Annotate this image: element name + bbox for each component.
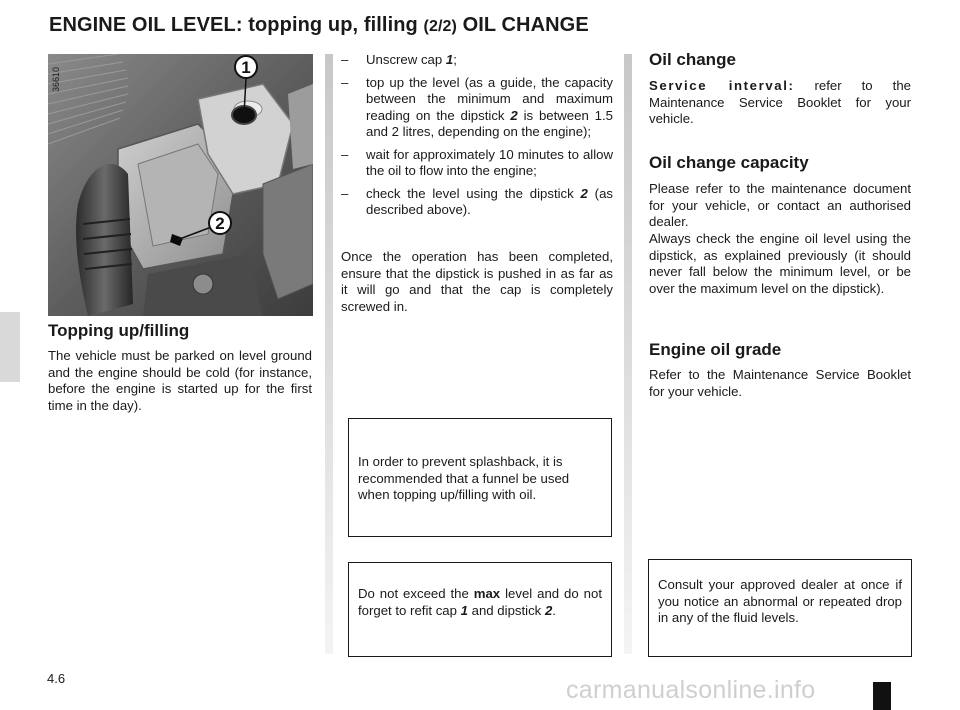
oil-grade-heading: Engine oil grade <box>649 340 782 359</box>
oil-capacity-text-2: Always check the engine oil level using the dipstick, as explained previously (it should never fall below the minimum level, or be over the maximum level on the dipstick). <box>649 231 911 296</box>
engine-bay-photo <box>48 54 313 316</box>
funnel-note-text: In order to prevent splashback, it is recommended that a funnel be used when topping up/filling with oil. <box>358 454 570 502</box>
oil-capacity-text-1: Please refer to the maintenance document for your vehicle, or contact an authorised dealer. <box>649 181 911 229</box>
section-tab <box>0 312 20 382</box>
page-corner-mark <box>873 682 891 710</box>
page-title: ENGINE OIL LEVEL: topping up, filling (2/2) OIL CHANGE <box>49 14 589 36</box>
callout-1: 1 <box>241 58 251 77</box>
topping-up-heading: Topping up/filling <box>48 321 190 340</box>
step-item: – check the level using the dipstick 2 (as described above). <box>341 186 613 219</box>
max-level-note-text: Do not exceed the max level and do not forget to refit cap 1 and dipstick 2. <box>358 586 602 618</box>
max-level-note-box <box>348 562 612 657</box>
oil-change-heading: Oil change <box>649 50 736 69</box>
step-item: – Unscrew cap 1; <box>341 52 613 69</box>
completion-text: Once the operation has been completed, ensure that the dipstick is pushed in as far as it will go and that the cap is completely screwed in. <box>341 249 613 314</box>
photo-code: 36610 <box>51 66 61 92</box>
column-divider-right <box>624 54 632 654</box>
funnel-note-box <box>348 418 612 537</box>
step-item: – wait for approximately 10 minutes to allow the oil to flow into the engine; <box>341 147 613 180</box>
oil-capacity-heading: Oil change capacity <box>649 153 809 172</box>
column-divider-left <box>325 54 333 654</box>
page-number: 4.6 <box>47 671 66 686</box>
dealer-note-box <box>648 559 912 657</box>
topping-up-text: The vehicle must be parked on level ground and the engine should be cold (for instance, before the engine is started up for the first time in the day). <box>48 348 312 413</box>
service-interval-text: Service interval: refer to the Maintenance Service Booklet for your vehicle. <box>649 78 911 126</box>
step-item: – top up the level (as a guide, the capacity between the minimum and maximum reading on the dipstick 2 is between 1.5 and 2 litres, depending on the engine); <box>341 75 613 141</box>
procedure-steps <box>341 52 613 225</box>
watermark: carmanualsonline.info <box>566 676 816 704</box>
dealer-note-text: Consult your approved dealer at once if you notice an abnormal or repeated drop in any of the fluid levels. <box>658 577 902 625</box>
oil-grade-text: Refer to the Maintenance Service Booklet for your vehicle. <box>649 367 911 399</box>
callout-2: 2 <box>215 214 225 233</box>
